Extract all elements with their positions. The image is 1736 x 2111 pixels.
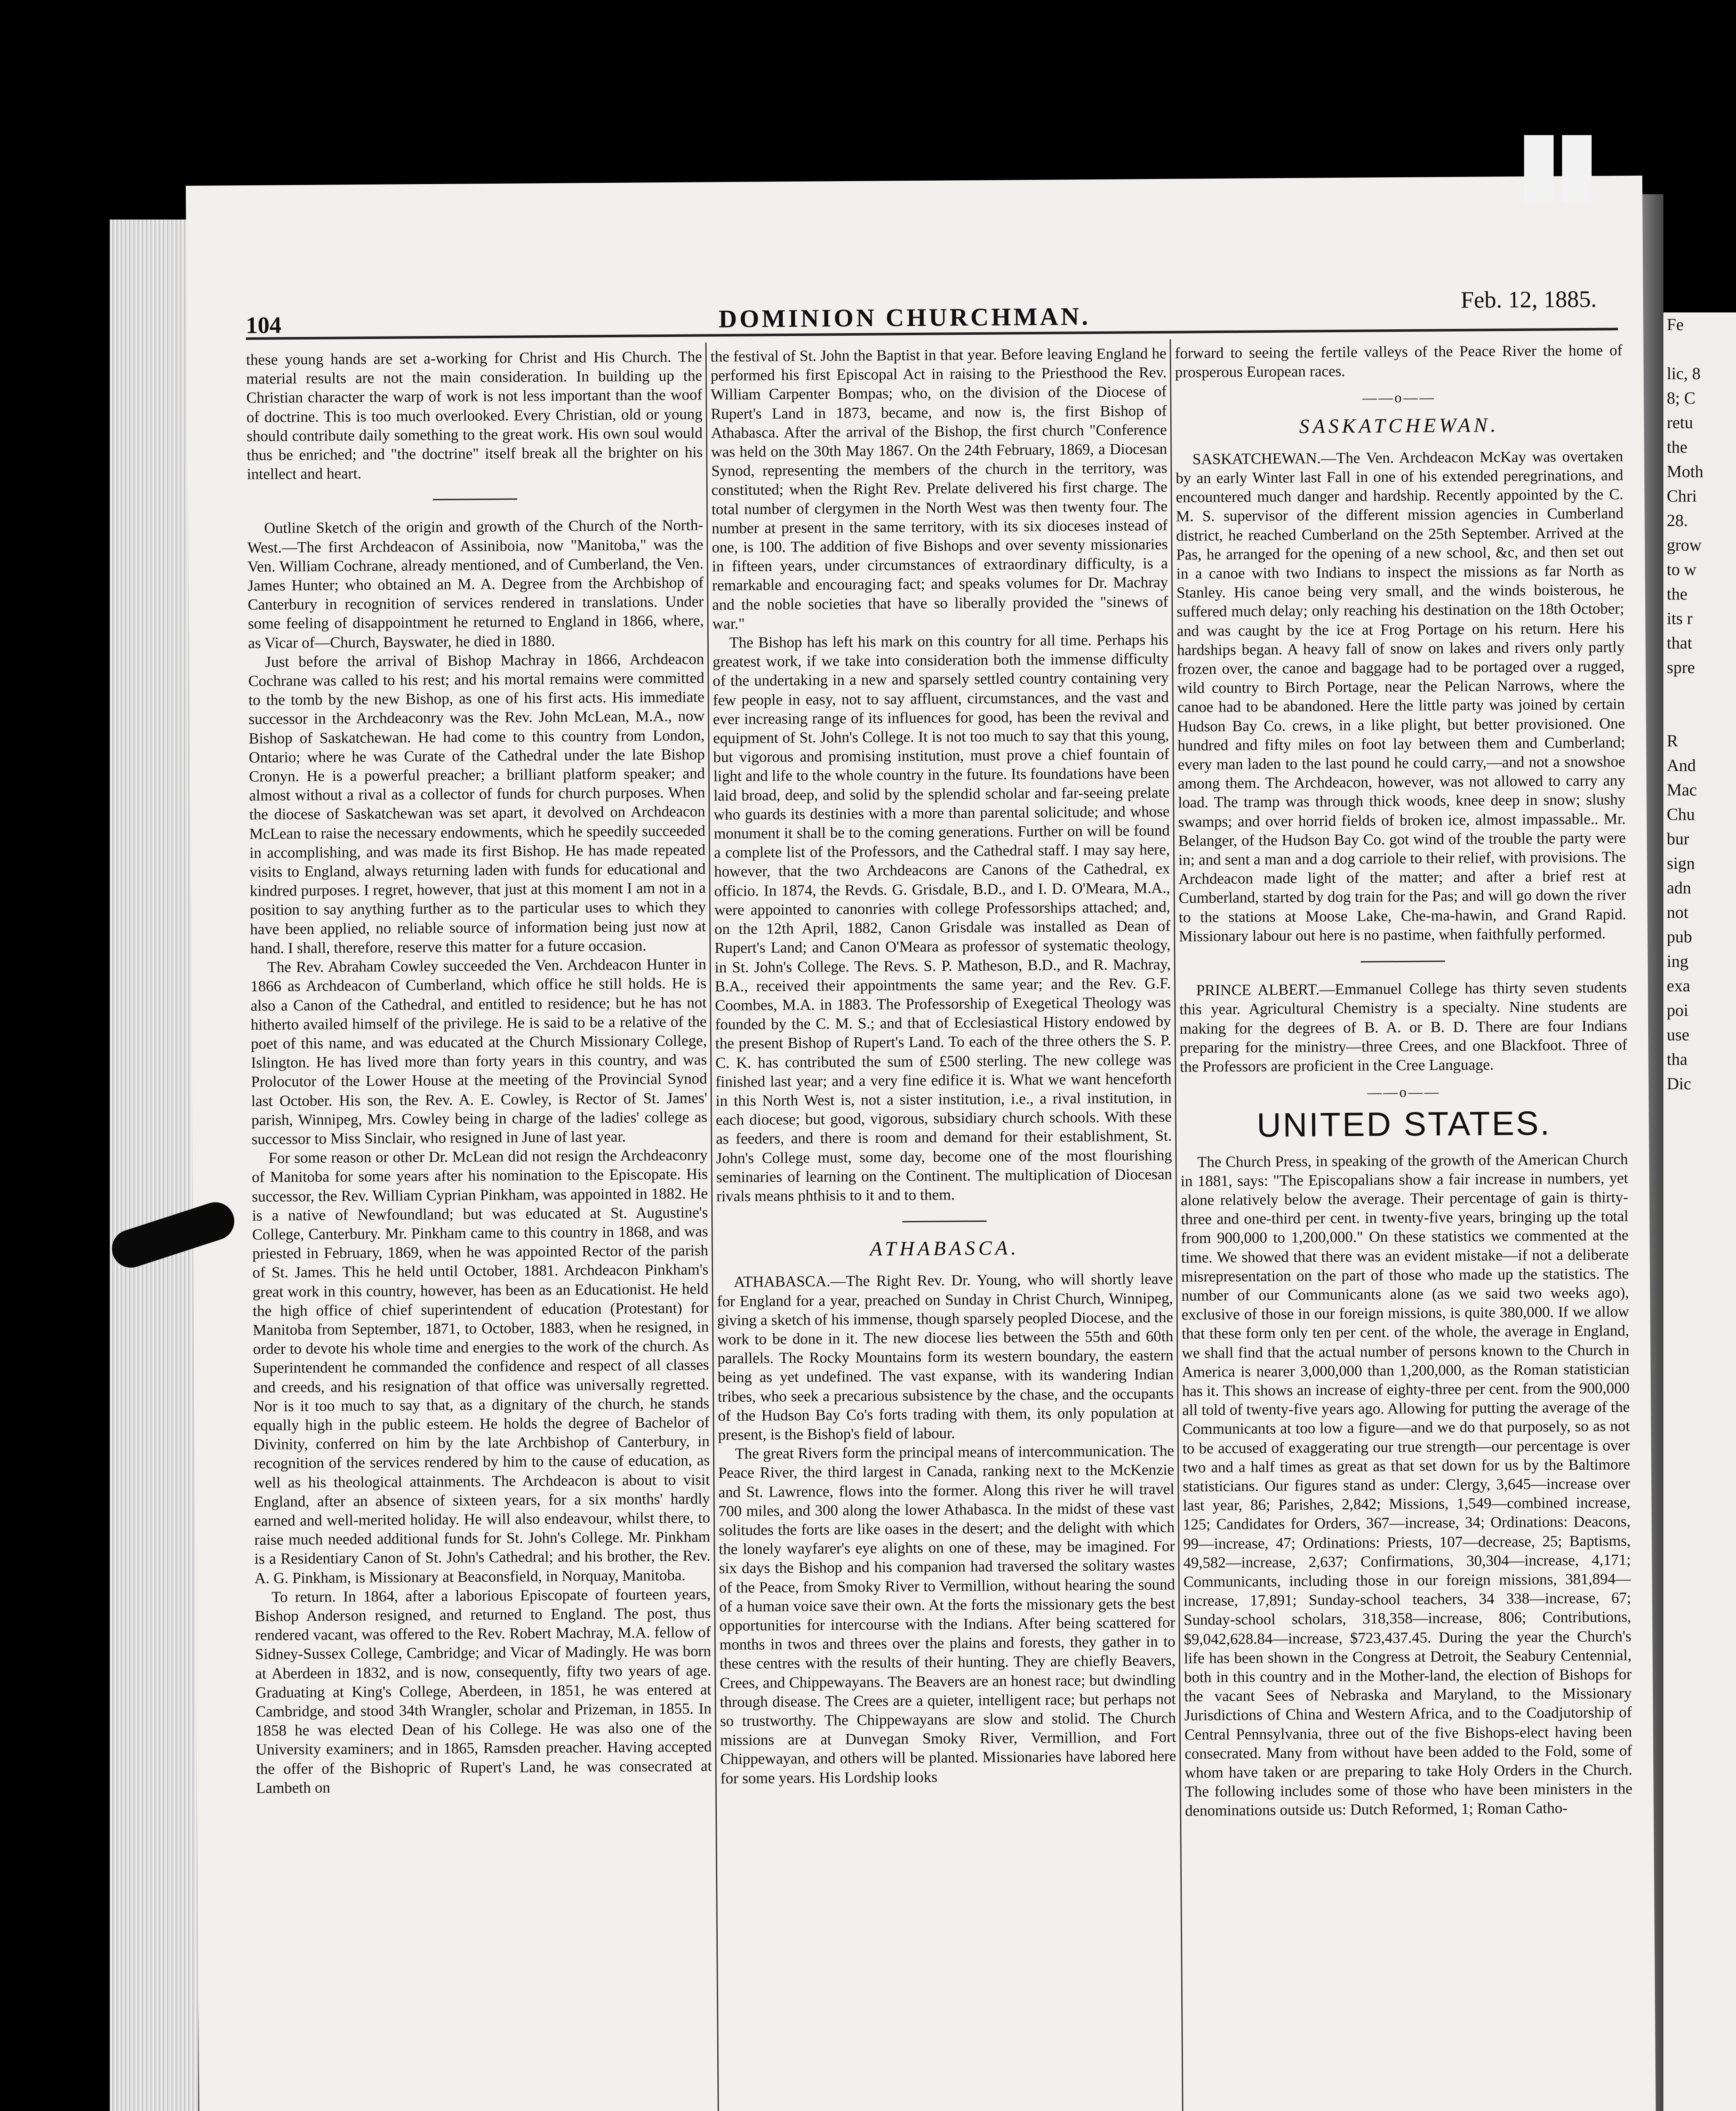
paragraph: ATHABASCA.—The Right Rev. Dr. Young, who will shortly leave for England for a year, preached on Sunday in Christ Church, Winnipeg, giving a sketch of his immense, though sparsely peopled Diocese, and the work to be done in it. The new diocese lies between the 55th and 60th parallels. The Rocky Mountains form its western boundary, the eastern being as yet undefined. The vast expanse, with its wandering Indian tribes, who seek a precarious subsistence by the chase, and the occupants of the Hudson Bay Co's forts trading with them, its only population at present, is the Bishop's field of labour. <box>717 1270 1174 1444</box>
neighbor-line <box>1667 704 1736 729</box>
paragraph: Outline Sketch of the origin and growth of the Church of the North-West.—The first Archdeacon of Assiniboia, now "Manitoba," was the Ven. William Cochrane, already mentioned, and of Cumberland, the Ven. James Hunter; who obtained an M. A. Degree from the Archbishop of Canterbury in recognition of services rendered in translations. Under some feeling of disappointment he returned to England in 1866, where, as Vicar of—Church, Bayswater, he died in 1880. <box>247 516 704 651</box>
neighbor-line: to w <box>1667 560 1696 579</box>
neighbor-line: the <box>1667 584 1687 603</box>
paragraph: The great Rivers form the principal means of intercommunication. The Peace River, the third largest in Canada, ranking next to the McKenzie and St. Lawrence, flows into the former. Along this river he will travel 700 miles, and 300 along the lower Athabasca. In the midst of these vast solitudes the forts are like oases in the desert; and the delight with which the lonely wayfarer's eye alights on one of these, may be imagined. For six days the Bishop and his companion had traversed the solitary wastes of the Peace, from Smoky River to Vermillion, without hearing the sound of a human voice save their own. At the forts the missionary gets the best opportunities for intercourse with the Indians. After being scattered for months in twos and threes over the plains and forests, they gather in to these centres with the results of their hunting. They are chiefly Beavers, Crees, and Chippewayans. The Beavers are an honest race; but dwindling through disease. The Crees are a quieter, intelligent race; but perhaps not so trustworthy. The Chippewayans are slow and stolid. The Church missions are at Dunvegan Smoky River, Vermillion, and Fort Chippewayan, and others will be planted. Missionaries have labored here for some years. His Lordship looks <box>718 1441 1177 1787</box>
section-divider <box>902 1221 987 1222</box>
page-stack-edge <box>110 220 198 2111</box>
neighbor-line: And <box>1667 756 1696 775</box>
neighbor-line: grow <box>1667 535 1702 554</box>
section-divider <box>433 499 517 500</box>
neighbor-line: use <box>1667 1025 1690 1044</box>
neighbor-line: exa <box>1667 976 1690 995</box>
paragraph: To return. In 1864, after a laborious Episcopate of fourteen years, Bishop Anderson resigned, and returned to England. The post, thus rendered vacant, was offered to the Rev. Robert Machray, M.A. fellow of Sidney-Sussex College, Cambridge; and Vicar of Madingly. He was born at Aberdeen in 1832, and is now, consequently, fifty two years of age. Graduating at King's College, Aberdeen, in 1851, he was entered at Cambridge, and stood 34th Wrangler, scholar and Prizeman, in 1855. In 1858 he was elected Dean of his College. He was also one of the University examiners; and in 1865, Ramsden preacher. Having accepted the offer of the Bishopric of Rupert's Land, he was consecrated at Lambeth on <box>255 1585 712 1796</box>
film-marker <box>1562 135 1592 203</box>
issue-date: Feb. 12, 1885. <box>1460 286 1597 313</box>
paragraph: The Church Press, in speaking of the growth of the American Church in 1881, says: "The Episcopalians show a fair increase in numbers, yet alone relatively below the average. Their percentage of gain is thirty-three and one-third per cent. in twenty-five years, bringing up the total from 900,000 to 1,200,000." On these statistics we commented at the time. We showed that there was an evident mistake—if not a deliberate misrepresentation on the part of those who made up the statistics. The number of our Communicants alone (as we said two weeks ago), exclusive of those in our foreign missions, is quite 380,000. If we allow that these form only ten per cent. of the whole, the average in England, we shall find that the actual number of persons known to the Church in America is nearer 3,000,000 than 1,200,000, as the Roman statistician has it. This shows an increase of eighty-three per cent. from the 900,000 all told of twenty-five years ago. Allowing for putting the average of the Communicants at too low a figure—and we do that purposely, so as not to be accused of exaggerating our true strength—our percentage is over two and a half times as great as that set down for us by the Baltimore statisticians. Our figures stand as under: Clergy, 3,645—increase over last year, 86; Parishes, 2,842; Missions, 1,549—combined increase, 125; Candidates for Orders, 367—increase, 34; Ordinations: Deacons, 99—increase, 47; Ordinations: Priests, 107—decrease, 25; Baptisms, 49,582—increase, 2,637; Confirmations, 30,304—increase, 4,171; Communicants, including those in our foreign missions, 381,894—increase, 17,891; Sunday-school teachers, 34 338—increase, 67; Sunday-school scholars, 318,358—increase, 806; Contributions, $9,042,628.84—increase, $723,437.45. During the year the Church's life has been shown in the Congress at Detroit, the Seabury Centennial, both in this country and in the Mother-land, the election of Bishops for the vacant Sees of Nebraska and Maryland, to the Missionary Jurisdictions of China and Western Africa, and to the Coadjutorship of Central Pennsylvania, three out of the five Bishops-elect having been consecrated. Many from without have been added to the Fold, some of whom have taken or are preparing to take Holy Orders in the Church. The following includes some of those who have been ministers in the denominations outside us: Dutch Reformed, 1; Roman Catho- <box>1180 1150 1633 1819</box>
neighbor-line: ing <box>1667 952 1689 971</box>
paragraph: Just before the arrival of Bishop Machray in 1866, Archdeacon Cochrane was called to his rest; and his mortal remains were committed to the tomb by the new Bishop, as one of his first acts. His immediate successor in the Archdeaconry was the Rev. John McLean, M.A., now Bishop of Saskatchewan. He had come to this country from London, Ontario; where he was Curate of the Cathedral under the late Bishop Cronyn. He is a powerful preacher; a brilliant platform speaker; and almost without a rival as a collector of funds for church purposes. When the diocese of Saskatchewan was set apart, it devolved on Archdeacon McLean to raise the necessary endowments, which he speedily succeeded in accomplishing, and was made its first Bishop. He has made repeated visits to England, always returning laden with funds for educational and kindred purposes. I regret, however, that just at this moment I am not in a position to say anything further as to the particular uses to which they have been applied, no reliable source of information being just now at hand. I shall, therefore, reserve this matter for a future occasion. <box>248 650 706 957</box>
paragraph: PRINCE ALBERT.—Emmanuel College has thirty seven students this year. Agricultural Chemistry is a specialty. Nine students are making for the degrees of B. A. or B. D. There are four Indians preparing for the ministry—three Crees, and one Blackfoot. Three of the Professors are proficient in the Cree Language. <box>1179 978 1628 1075</box>
neighbor-line: R <box>1667 731 1678 750</box>
neighbor-line: spre <box>1667 658 1695 677</box>
newspaper-page <box>186 176 1658 2111</box>
page-number: 104 <box>246 312 282 339</box>
paragraph: the festival of St. John the Baptist in that year. Before leaving England he performed his first Episcopal Act in raising to the Priesthood the Rev. William Carpenter Bompas; who, on the division of the Diocese of Rupert's Land in 1873, became, and now is, the first Bishop of Athabasca. After the arrival of the Bishop, the first church "Conference was held on the 30th May 1867. On the 24th February, 1869, a Diocesan Synod, representing the members of the church in the territory, was constituted; when the Right Rev. Prelate delivered his first charge. The total number of clergymen in the North West was then twenty four. The number at present in the same territory, with its six dioceses instead of one, is 100. The addition of five Bishops and over seventy missionaries in fifteen years, under circumstances of extraordinary difficulty, is a remarkable and encouraging fact; and speaks volumes for Dr. Machray and the noble societies that have so liberally provided the "sinews of war." <box>710 344 1169 632</box>
neighbor-line <box>1667 337 1736 361</box>
neighbor-line: Fe <box>1667 315 1684 334</box>
paragraph: The Rev. Abraham Cowley succeeded the Ven. Archdeacon Hunter in 1866 as Archdeacon of Cumberland, which office he still holds. He is also a Canon of the Cathedral, and entitled to residence; but he has not hitherto availed himself of the privilege. He is said to be a relative of the poet of this name, and was educated at the Church Missionary College, Islington. He has lived more than forty years in this country, and was Prolocutor of the Lower House at the meeting of the Provincial Synod last October. His son, the Rev. A. E. Cowley, is Rector of St. James' parish, Winnipeg, Mrs. Cowley being in charge of the ladies' college as successor to Miss Sinclair, who resigned in June of last year. <box>250 955 708 1148</box>
neighbor-line: Chri <box>1667 486 1697 505</box>
neighbor-line: pub <box>1667 927 1692 946</box>
section-divider: ——o—— <box>1367 1084 1440 1101</box>
section-heading-saskatchewan: SASKATCHEWAN. <box>1299 413 1499 438</box>
section-heading-united-states: UNITED STATES. <box>1256 1104 1552 1144</box>
paragraph: these young hands are set a-working for Christ and His Church. The material results are not the main consideration. In building up the Christian character the warp of work is not less important than the woof of doctrine. This is too much overlooked. Every Christian, old or young should contribute daily something to the great work. His own soul would thus be enriched; and "the doctrine" itself break all the brighter on his intellect and heart. <box>246 347 703 483</box>
section-divider: ——o—— <box>1362 390 1436 406</box>
neighbor-line: Chu <box>1667 805 1695 824</box>
column-3 <box>1175 340 1636 2111</box>
neighbor-line: adn <box>1667 878 1691 897</box>
paragraph: The Bishop has left his mark on this country for all time. Perhaps his greatest work, if we take into consideration both the immense difficulty of the undertaking in a new and sparsely settled country containing very few people in easy, not to say affluent, circumstances, and the vast and ever increasing range of its influences for good, has been the revival and equipment of St. John's College. It is not too much to say that this young, but vigorous and promising institution, must prove a chief fountain of light and life to the whole country in the future. Its foundations have been laid broad, deep, and solid by the splendid scholar and far-seeing prelate who guards its destinies with a more than parental solicitude; and whose monument it shall be to the coming generations. Further on will be found a complete list of the Professors, and the Cathedral staff. I may say here, however, that the two Archdeacons are Canons of the Cathedral, ex officio. In 1874, the Revds. G. Grisdale, B.D., and I. D. O'Meara, M.A., were appointed to canonries with college Professorships attached; and, on the 12th April, 1882, Canon Grisdale was installed as Dean of Rupert's Land; and Canon O'Meara as professor of systematic theology, in St. John's College. The Revs. S. P. Matheson, B.D., and R. Machray, B.A., received their appointments the same year; and the Rev. G.F. Coombes, M.A. in 1883. The Professorship of Exegetical Theology was founded by the C. M. S.; and that of Ecclesiastical History endowed by the present Bishop of Rupert's Land. To each of the three others the S. P. C. K. has contributed the sum of £500 sterling. The new college was finished last year; and a very fine edifice it is. What we want henceforth in this North West is, not a sister institution, i.e., a rival institution, in each diocese; but good, vigorous, subsidiary church schools. With these as feeders, and there is room and demand for their establishment, St. John's College must, some day, become one of the most flourishing seminaries of learning on the Continent. The multiplication of Diocesan rivals means phthisis to it and to them. <box>712 630 1172 1205</box>
neighbor-line: retu <box>1667 413 1693 432</box>
neighbor-line: Dic <box>1667 1074 1691 1093</box>
neighbor-line: tha <box>1667 1050 1687 1069</box>
neighbor-line: Mac <box>1667 780 1697 799</box>
neighbor-line: that <box>1667 633 1692 652</box>
section-divider <box>1361 961 1445 962</box>
neighbor-line: the <box>1667 437 1687 456</box>
paragraph: forward to seeing the fertile valleys of the Peace River the home of prosperous European races. <box>1175 341 1622 381</box>
neighbor-line <box>1667 680 1736 704</box>
paragraph: SASKATCHEWAN.—The Ven. Archdeacon McKay was overtaken by an early Winter last Fall in one of his extended peregrinations, and encountered much danger and hardship. Recently appointed by the C. M. S. supervisor of the different mission agencies in Cumberland district, he reached Cumberland on the 25th September. Arrived at the Pas, he arranged for the opening of a new school, &c, and then set out in a canoe with two Indians to inspect the missions as far North as Stanley. His canoe being very small, and the winds boisterous, he suffered much delay; only reaching his destination on the 18th October; and was caught by the ice at Frog Portage on his return. Here his hardships began. A heavy fall of snow on lakes and rivers only partly frozen over, the canoe and baggage had to be portaged over a rugged, wild country to Birch Portage, near the Pelican Narrows, where the canoe had to be abandoned. Here the little party was joined by certain Hudson Bay Co. crews, in a like plight, but better provisioned. One hundred and fifty miles on foot lay between them and Cumberland; every man laden to the last pound he could carry,—and not a snowshoe among them. The Archdeacon, however, was not allowed to carry any load. The tramp was through thick woods, knee deep in snow; slushy swamps; and over horrid fields of broken ice, almost impassable.. Mr. Belanger, of the Hudson Bay Co. got wind of the trouble the party were in; and sent a man and a dog carriole to their relief, with provisions. The Archdeacon made light of the matter; and after a brief rest at Cumberland, started by dog train for the Pas; and will go down the river to the stations at Moose Lake, Che-ma-hawin, and Grand Rapid. Missionary labour out here is no pastime, when faithfully performed. <box>1175 447 1627 945</box>
neighbor-page-fragment <box>1663 312 1736 2111</box>
neighbor-line: sign <box>1667 854 1695 873</box>
neighbor-line: its r <box>1667 609 1693 628</box>
neighbor-line: lic, 8 <box>1667 364 1701 383</box>
masthead: DOMINION CHURCHMAN. <box>719 302 1091 333</box>
section-heading-athabasca: ATHABASCA. <box>870 1237 1020 1260</box>
column-2 <box>711 344 1180 2111</box>
film-marker <box>1524 135 1554 203</box>
neighbor-line: bur <box>1667 829 1690 848</box>
neighbor-line: 28. <box>1667 511 1688 530</box>
neighbor-line: poi <box>1667 1001 1689 1020</box>
neighbor-line: Moth <box>1667 462 1703 481</box>
neighbor-line: 8; C <box>1667 388 1695 407</box>
neighbor-line: not <box>1667 903 1689 922</box>
column-1 <box>246 347 716 2111</box>
paragraph: For some reason or other Dr. McLean did not resign the Archdeaconry of Manitoba for some years after his nomination to the Episcopate. His successor, the Rev. William Cyprian Pinkham, was appointed in 1882. He is a native of Newfoundland; but was educated at St. Augustine's College, Canterbury. Mr. Pinkham came to this country in 1868, and was priested in February, 1869, when he was appointed Rector of the parish of St. James. This he held until October, 1881. Archdeacon Pinkham's great work in this country, however, has been as an Educationist. He held the high office of chief superintendent of education (Protestant) for Manitoba from September, 1871, to October, 1883, when he resigned, in order to devote his whole time and energies to the work of the church. As Superintendent he commanded the confidence and respect of all classes and creeds, and his resignation of that office was universally regretted. Nor is it too much to say that, as a dignitary of the church, he stands equally high in the public esteem. He holds the degree of Bachelor of Divinity, conferred on him by the late Archbishop of Canterbury, in recognition of the services rendered by him to the cause of education, as well as his theological attainments. The Archdeacon is about to visit England, after an absence of sixteen years, for a six months' hardly earned and well-merited holiday. He will also endeavour, whilst there, to raise much needed additional funds for St. John's College. Mr. Pinkham is a Residentiary Canon of St. John's Cathedral; and his brother, the Rev. A. G. Pinkham, is Missionary at Beaconsfield, in Norquay, Manitoba. <box>252 1146 711 1587</box>
